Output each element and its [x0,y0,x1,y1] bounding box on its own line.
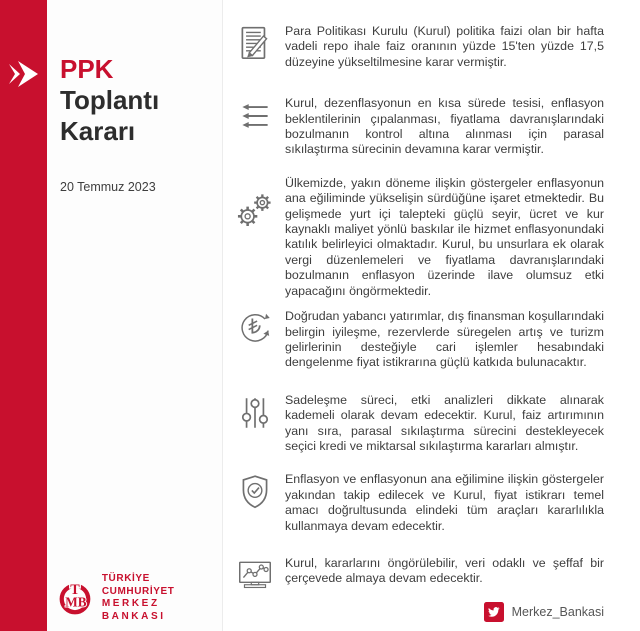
decision-item [231,393,604,455]
twitter-handle: Merkez_Bankasi [511,604,604,619]
shield-check-icon [235,472,275,512]
decision-text: Kurul, kararlarını öngörülebilir, veri odaklı ve şeffaf bir çerçevede almaya devam edecektir. [285,555,604,586]
decision-text: Sadeleşme süreci, etki analizleri dikkate alınarak kademeli olarak devam edecektir. Kurul, faiz artırımının yanı sıra, parasal sıkılaştırma sürecini destekleyecek seçici kredi ve miktarsal sıkılaştırma kararları almıştır. [285,392,604,453]
title-accent: PPK [60,54,114,84]
decision-item [231,472,604,534]
title-line: Toplantı [60,85,160,115]
page-title [60,54,222,147]
lira-cycle-icon [235,309,275,349]
svg-text:MB: MB [65,594,87,610]
sliders-icon [235,393,275,433]
twitter-bird-icon [487,605,500,618]
list-arrows-icon [235,96,275,136]
accent-sidebar [0,0,47,631]
title-panel [47,0,222,631]
decision-item [231,176,604,299]
chart-screen-icon [235,556,275,596]
title-line: Kararı [60,116,136,146]
decision-item [231,96,604,158]
content-panel [222,0,640,631]
bank-name-line1: TÜRKİYE CUMHURİYET [101,573,175,597]
decision-item [231,24,604,70]
twitter-badge[interactable] [484,602,604,622]
bank-logo [57,573,222,623]
date-label: 20 Temmuz 2023 [60,180,156,194]
gears-icon [235,190,275,230]
decision-text: Kurul, dezenflasyonun en kısa sürede tesisi, enflasyon beklentilerinin çıpalanması, fiyatlama davranışlarındaki bozulmanın kontrol altına alınması için parasal sıkılaştırma sürecinin devamına karar vermiştir. [285,96,604,157]
decision-text: Para Politikası Kurulu (Kurul) politika faizi olan bir hafta vadeli repo ihale faiz oranının yüzde 15'ten yüzde 17,5 düzeyine yükseltilmesine karar vermiştir. [285,24,604,69]
svg-text:T: T [70,582,80,599]
tcmb-emblem-icon [57,577,95,619]
twitter-logo-box [484,602,504,622]
bank-name-line2: MERKEZ BANKASI [101,598,166,622]
decision-text: Doğrudan yabancı yatırımlar, dış finansman koşullarındaki belirgin iyileşme, rezervlerde süregelen artış ve turizm gelirlerinin desteğiyle cari işlemler hesabındaki dengelenme fiyat istikrarına güçlü katkıda bulunacaktır. [285,309,604,370]
bank-name [102,573,222,623]
decision-text: Ülkemizde, yakın döneme ilişkin göstergeler enflasyonun ana eğiliminde yükselişin sürdüğüne işaret etmektedir. Bu gelişmede yurt içi talepteki güçlü seyir, ücret ve kur kaynaklı maliyet yönlü baskılar ile hizmet enflasyonundaki katılık belirleyici olmaktadır. Kurul, bu unsurlara ek olarak vergi düzenlemeleri ve fiyatlama davranışlarındaki bozulmanın enflasyon üzerinde ilave olumsuz etki yapacağını öngörmektedir. [285,175,604,298]
decision-item [231,309,604,371]
document-pencil-icon [235,24,275,64]
chevron-right-icon [9,61,39,87]
decision-item [231,556,604,596]
decision-text: Enflasyon ve enflasyonun ana eğilimine ilişkin göstergeler yakından takip edilecek ve Kurul, fiyat istikrarı temel amacı doğrultusunda elindeki tüm araçları kararlılıkla kullanmaya devam edecektir. [285,472,604,533]
